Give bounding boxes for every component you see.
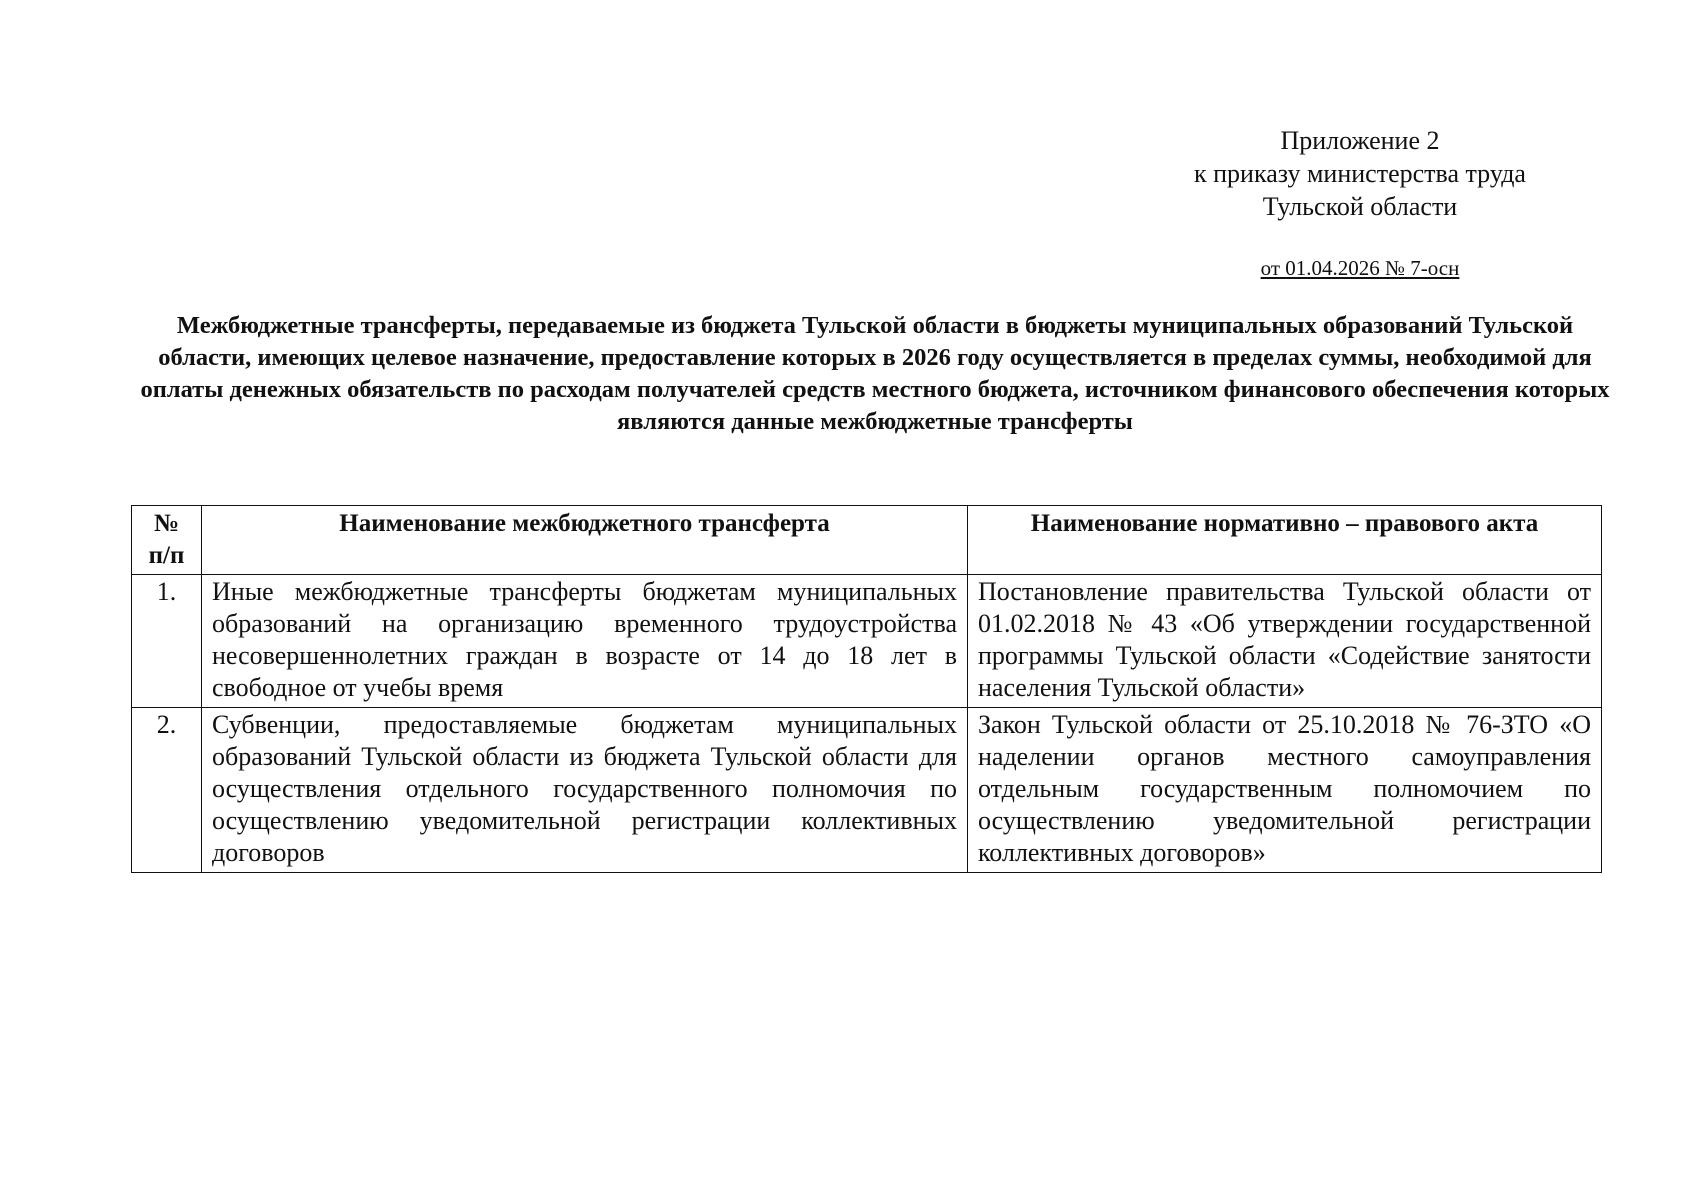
- order-reference-text: от 01.04.2026 № 7-осн: [1260, 256, 1460, 280]
- appendix-header: [1130, 124, 1590, 223]
- header-legal-act: Наименование нормативно – правового акта: [968, 506, 1602, 575]
- row-transfer-name: Субвенции, предоставляемые бюджетам муниципальных образований Тульской области из бюджета Тульской области для осуществления отдельного государственного полномочия по осуществлению уведомительной регистрации коллективных договоров: [202, 708, 968, 873]
- row-num: 1.: [132, 575, 202, 708]
- row-legal-act: Постановление правительства Тульской области от 01.02.2018 № 43 «Об утверждении государственной программы Тульской области «Содействие занятости населения Тульской области»: [968, 575, 1602, 708]
- header-num: № п/п: [132, 506, 202, 575]
- appendix-line-3: Тульской области: [1262, 192, 1458, 221]
- order-reference: [1130, 256, 1590, 281]
- table-row: [132, 575, 1602, 708]
- document-title: Межбюджетные трансферты, передаваемые из бюджета Тульской области в бюджеты муниципальных образований Тульской области, имеющих целевое назначение, предоставление которых в 2026 году осуществляется в пределах суммы, необходимой для оплаты денежных обязательств по расходам получателей средств местного бюджета, источником финансового обеспечения которых являются данные межбюджетные трансферты: [140, 312, 1610, 435]
- transfers-table: [131, 505, 1602, 873]
- appendix-line-1: Приложение 2: [1280, 126, 1440, 155]
- row-transfer-name: Иные межбюджетные трансферты бюджетам муниципальных образований на организацию временного трудоустройства несовершеннолетних граждан в возрасте от 14 до 18 лет в свободное от учебы время: [202, 575, 968, 708]
- appendix-line-2: к приказу министерства труда: [1194, 159, 1526, 188]
- header-transfer-name: Наименование межбюджетного трансферта: [202, 506, 968, 575]
- row-legal-act: Закон Тульской области от 25.10.2018 № 76-ЗТО «О наделении органов местного самоуправления отдельным государственным полномочием по осуществлению уведомительной регистрации коллективных договоров»: [968, 708, 1602, 873]
- table-row: [132, 708, 1602, 873]
- row-num: 2.: [132, 708, 202, 873]
- table-header-row: [132, 506, 1602, 575]
